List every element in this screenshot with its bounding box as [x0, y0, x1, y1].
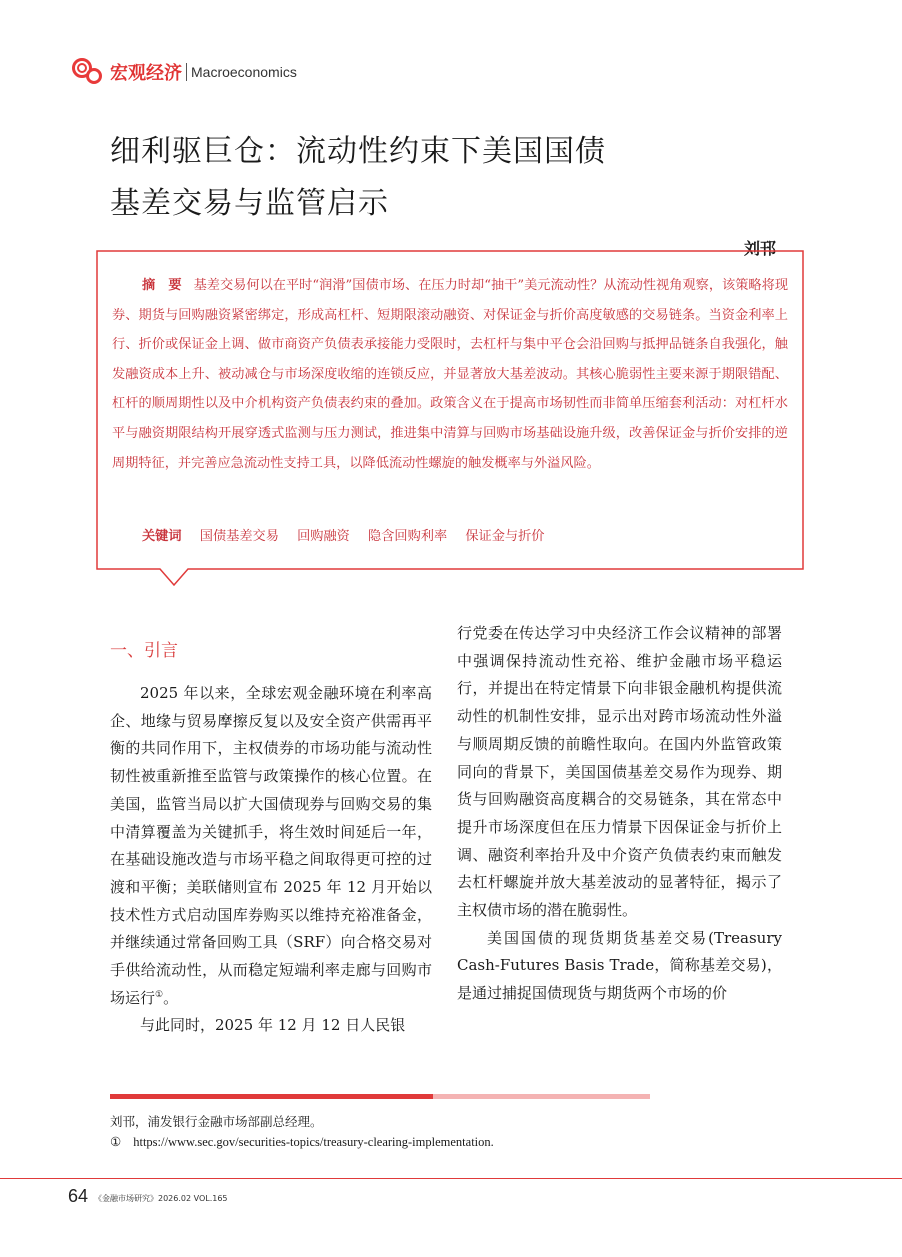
section-name-en: Macroeconomics [191, 64, 297, 80]
abstract-label: 摘 要 [142, 278, 182, 293]
header-divider [186, 63, 187, 81]
author-name: 刘邗 [743, 239, 776, 258]
section-title: 一、引言 [110, 641, 178, 661]
article-title [110, 126, 606, 230]
section-header [72, 56, 297, 88]
journal-info: 《金融市场研究》2026.02 VOL.165 [94, 1194, 228, 1203]
footnote-ref[interactable]: ① [155, 989, 164, 1000]
keyword-item: 隐含回购利率 [368, 529, 448, 544]
keyword-item: 保证金与折价 [465, 529, 545, 544]
paragraph-text: 。 [163, 988, 179, 1007]
footnote-marker: ① [110, 1135, 122, 1149]
keyword-item: 国债基差交易 [199, 529, 279, 544]
title-line-1: 细利驱巨仓：流动性约束下美国国债 [110, 134, 606, 169]
keywords [142, 525, 559, 544]
page-number: 64 [68, 1186, 89, 1206]
footnote-divider [110, 1094, 650, 1099]
paragraph-text: 2025 年以来，全球宏观金融环境在利率高企、地缘与贸易摩擦反复以及安全资产供需再平衡的共同作用下，主权债券的市场功能与流动性韧性被重新推至监管与政策操作的核心位置。在美国，监管当局以扩大国债现券与回购交易的集中清算覆盖为关键抓手，将生效时间延后一年，在基础设施改造与市场平稳之间取得更可控的过渡和平衡；美联储则宣布 2025 年 12 月开始以技术性方式启动国库券购买以维持充裕准备金，并继续通过常备回购工具（SRF）向合格交易对手供给流动性，从而稳定短端利率走廊与回购市场运行 [110, 684, 432, 1007]
body-paragraph [110, 680, 432, 1012]
keyword-item: 回购融资 [297, 529, 350, 544]
section-name-cn: 宏观经济 [110, 63, 182, 84]
keywords-label: 关键词 [142, 529, 182, 544]
abstract [112, 271, 788, 478]
body-paragraph: 美国国债的现货期货基差交易(Treasury Cash-Futures Basis Trade，简称基差交易)，是通过捕捉国债现货与期货两个市场的价 [457, 928, 782, 1003]
author-footnote: 刘邗，浦发银行金融市场部副总经理。 [110, 1114, 323, 1129]
footnote-link[interactable]: https://www.sec.gov/securities-topics/treasury-clearing-implementation. [133, 1135, 494, 1149]
footer-rule [0, 1178, 902, 1179]
footnote-1 [110, 1134, 494, 1150]
body-paragraph: 与此同时，2025 年 12 月 12 日人民银 [140, 1016, 406, 1035]
section-logo-icon [72, 56, 106, 88]
abstract-text: 基差交易何以在平时“润滑”国债市场、在压力时却“抽干”美元流动性？从流动性视角观察，该策略将现券、期货与回购融资紧密绑定，形成高杠杆、短期限滚动融资、对保证金与折价高度敏感的交易链条。当资金利率上行、折价或保证金上调、做市商资产负债表承接能力受限时，去杠杆与集中平仓会沿回购与抵押品链条自我强化，触发融资成本上升、被动减仓与市场深度收缩的连锁反应，并显著放大基差波动。其核心脆弱性主要来源于期限错配、杠杆的顺周期性以及中介机构资产负债表约束的叠加。政策含义在于提高市场韧性而非简单压缩套利活动：对杠杆水平与融资期限结构开展穿透式监测与压力测试，推进集中清算与回购市场基础设施升级，改善保证金与折价安排的逆周期特征，并完善应急流动性支持工具，以降低流动性螺旋的触发概率与外溢风险。 [112, 278, 789, 471]
title-line-2: 基差交易与监管启示 [110, 186, 389, 221]
body-paragraph-continued: 行党委在传达学习中央经济工作会议精神的部署中强调保持流动性充裕、维护金融市场平稳运行，并提出在特定情景下向非银金融机构提供流动性的机制性安排，显示出对跨市场流动性外溢与顺周期反馈的前瞻性取向。在国内外监管政策同向的背景下，美国国债基差交易作为现券、期货与回购融资高度耦合的交易链条，其在常态中提升市场深度但在压力情景下因保证金与折价上调、融资利率抬升及中介资产负债表约束而触发去杠杆螺旋并放大基差波动的显著特征，揭示了主权债市场的潜在脆弱性。 [457, 624, 782, 920]
body-column-left [110, 680, 432, 1040]
body-column-right [457, 620, 782, 1008]
